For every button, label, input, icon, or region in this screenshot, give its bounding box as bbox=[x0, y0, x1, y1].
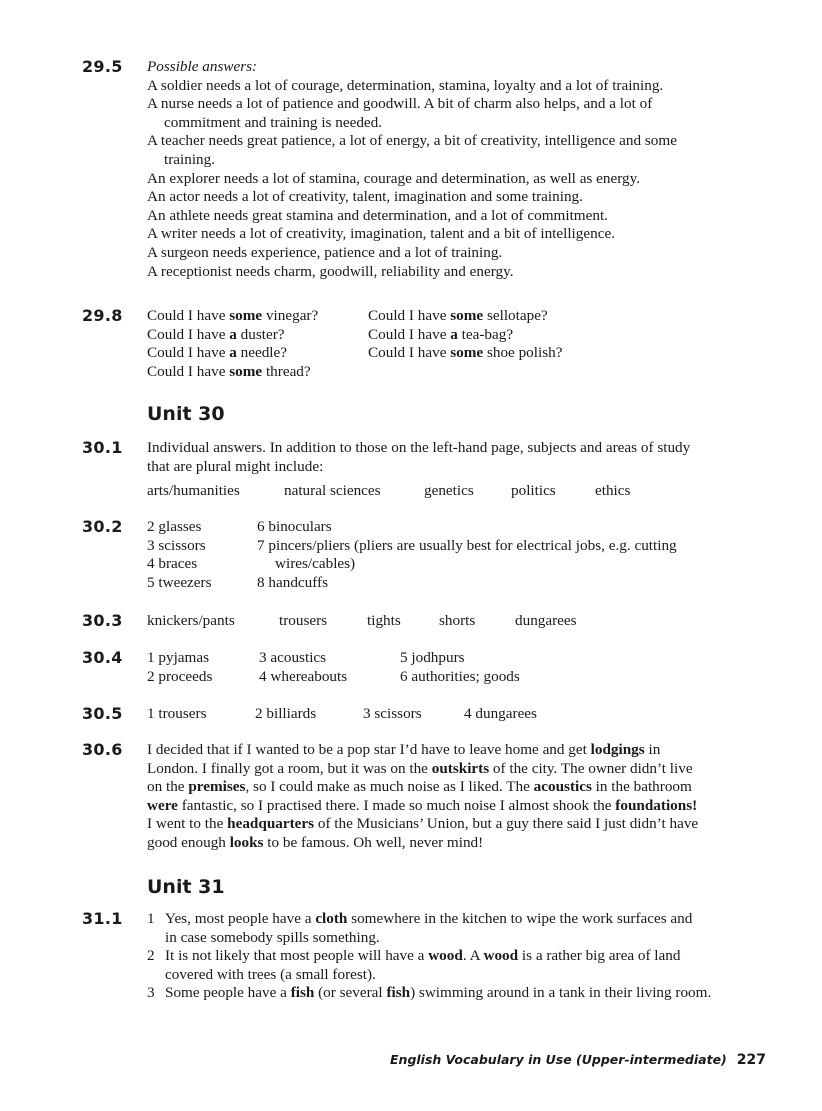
bold-word: fish bbox=[290, 984, 315, 1002]
answer-line: An athlete needs great stamina and determination, and a lot of commitment. bbox=[147, 206, 608, 224]
bold-word: headquarters bbox=[227, 815, 315, 833]
answer-item bbox=[147, 326, 318, 345]
answer-line: A surgeon needs experience, patience and a lot of training. bbox=[147, 243, 503, 261]
text-run: tea-bag? bbox=[457, 325, 514, 343]
text-run: Could I have bbox=[147, 362, 230, 380]
answer-line: A receptionist needs charm, goodwill, reliability and energy. bbox=[147, 262, 514, 280]
text-run: of the Musicians’ Union, but a guy there said I just didn’t have bbox=[314, 815, 699, 833]
bold-word: some bbox=[229, 362, 263, 380]
answer-line: A soldier needs a lot of courage, determination, stamina, loyalty and a lot of training. bbox=[147, 76, 664, 94]
answer-line bbox=[165, 966, 764, 985]
answer-line: An actor needs a lot of creativity, talent, imagination and some training. bbox=[147, 188, 583, 206]
exercise-number: 30.1 bbox=[82, 438, 123, 457]
exercise-number: 30.2 bbox=[82, 517, 123, 536]
word-item: arts/humanities bbox=[147, 482, 240, 499]
text-run: sellotape? bbox=[483, 307, 548, 324]
text-run: shoe polish? bbox=[483, 344, 563, 362]
answer-item: 4 whereabouts bbox=[259, 667, 348, 685]
answer-item: 3 scissors bbox=[363, 705, 422, 722]
word-item: knickers/pants bbox=[147, 612, 235, 629]
answer-line: training. bbox=[164, 150, 216, 168]
answer-line: that are plural might include: bbox=[147, 457, 324, 475]
text-run: (or several bbox=[314, 984, 387, 1002]
bold-word: a bbox=[450, 325, 458, 343]
answer-item: 6 authorities; goods bbox=[400, 667, 520, 685]
unit-heading: Unit 30 bbox=[147, 403, 225, 425]
paragraph-line bbox=[147, 760, 764, 779]
answer-item bbox=[368, 307, 562, 326]
answer-line: Individual answers. In addition to those on the left-hand page, subjects and areas of study bbox=[147, 439, 691, 456]
text-run: on the bbox=[147, 778, 189, 796]
paragraph-line bbox=[147, 797, 764, 816]
text-run: in case somebody spills something. bbox=[165, 928, 380, 946]
bold-word: some bbox=[450, 307, 484, 324]
word-item: politics bbox=[511, 482, 556, 499]
answer-item bbox=[368, 344, 562, 363]
paragraph-line bbox=[147, 834, 764, 853]
answer-item: 1 pyjamas bbox=[147, 649, 210, 666]
answer-item: 3 scissors bbox=[147, 536, 206, 554]
bold-word: lodgings bbox=[590, 741, 645, 758]
text-run: It is not likely that most people will have a bbox=[165, 947, 429, 965]
answer-item bbox=[147, 910, 764, 947]
answer-item: wires/cables) bbox=[275, 555, 356, 573]
item-number: 1 bbox=[147, 910, 155, 927]
answer-item bbox=[147, 984, 764, 1003]
answer-item: 1 trousers bbox=[147, 705, 207, 722]
text-run: needle? bbox=[236, 344, 288, 362]
answer-item: 5 jodhpurs bbox=[400, 649, 465, 666]
bold-word: were bbox=[147, 796, 178, 814]
answer-line bbox=[165, 984, 764, 1003]
bold-word: wood bbox=[428, 947, 463, 965]
text-run: Could I have bbox=[368, 344, 451, 362]
exercise-number: 30.4 bbox=[82, 648, 123, 667]
word-item: ethics bbox=[595, 482, 631, 499]
answer-line bbox=[165, 910, 764, 929]
answer-column-right bbox=[368, 307, 562, 363]
answer-list bbox=[147, 910, 764, 1003]
bold-word: foundations! bbox=[615, 796, 698, 814]
item-number: 3 bbox=[147, 984, 155, 1002]
exercise-number: 31.1 bbox=[82, 909, 123, 928]
paragraph bbox=[147, 741, 764, 853]
answer-column-left bbox=[147, 307, 318, 381]
bold-word: a bbox=[229, 344, 237, 362]
exercise-number: 30.5 bbox=[82, 704, 123, 723]
answer-line: A writer needs a lot of creativity, imagination, talent and a bit of intelligence. bbox=[147, 225, 615, 243]
exercise-number: 30.6 bbox=[82, 740, 123, 759]
word-item: shorts bbox=[439, 612, 476, 629]
answer-item: 5 tweezers bbox=[147, 573, 212, 591]
text-run: vinegar? bbox=[262, 307, 319, 324]
text-run: Could I have bbox=[147, 307, 230, 324]
answer-line: A teacher needs great patience, a lot of energy, a bit of creativity, intelligence and some bbox=[147, 132, 677, 150]
bold-word: acoustics bbox=[533, 778, 592, 796]
answer-item: 6 binoculars bbox=[257, 518, 332, 535]
exercise-label: Possible answers: bbox=[147, 58, 258, 75]
text-run: somewhere in the kitchen to wipe the work surfaces and bbox=[347, 910, 693, 927]
answer-item bbox=[147, 344, 318, 363]
word-item: trousers bbox=[279, 612, 328, 629]
text-run: London. I finally got a room, but it was on the bbox=[147, 759, 432, 777]
text-run: to be famous. Oh well, never mind! bbox=[263, 833, 484, 851]
answer-line bbox=[165, 947, 764, 966]
word-item: tights bbox=[367, 612, 401, 629]
paragraph-line bbox=[147, 741, 764, 760]
answer-item: 7 pincers/pliers (pliers are usually best for electrical jobs, e.g. cutting bbox=[257, 536, 677, 554]
exercise-number: 30.3 bbox=[82, 611, 123, 630]
answer-item: 4 braces bbox=[147, 555, 198, 573]
bold-word: looks bbox=[229, 833, 264, 851]
text-run: Could I have bbox=[147, 325, 230, 343]
answer-item bbox=[147, 947, 764, 984]
answer-line: commitment and training is needed. bbox=[164, 113, 383, 131]
text-run: Yes, most people have a bbox=[165, 910, 316, 927]
paragraph-line bbox=[147, 778, 764, 797]
text-run: I went to the bbox=[147, 815, 228, 833]
text-run: of the city. The owner didn’t live bbox=[489, 759, 693, 777]
exercise-number: 29.5 bbox=[82, 57, 123, 76]
bold-word: fish bbox=[386, 984, 411, 1002]
answer-item: 3 acoustics bbox=[259, 649, 327, 666]
page-footer bbox=[390, 1051, 766, 1070]
answer-item: 8 handcuffs bbox=[257, 573, 328, 591]
item-number: 2 bbox=[147, 947, 155, 965]
text-run: . A bbox=[462, 947, 484, 965]
text-run: duster? bbox=[236, 325, 285, 343]
text-run: Could I have bbox=[147, 344, 230, 362]
text-run: good enough bbox=[147, 833, 230, 851]
answer-line: A nurse needs a lot of patience and goodwill. A bit of charm also helps, and a lot of bbox=[147, 95, 653, 113]
word-item: dungarees bbox=[515, 612, 577, 629]
text-run: in bbox=[644, 741, 661, 758]
text-run: , so I could make as much noise as I liked. The bbox=[245, 778, 534, 796]
bold-word: premises bbox=[188, 778, 246, 796]
answer-item: 2 proceeds bbox=[147, 667, 213, 685]
answer-item: 4 dungarees bbox=[464, 705, 537, 722]
text-run: fantastic, so I practised there. I made so much noise I almost shook the bbox=[177, 796, 616, 814]
text-run: is a rather big area of land bbox=[518, 947, 681, 965]
answer-line bbox=[165, 929, 764, 948]
text-run: in the bathroom bbox=[591, 778, 692, 796]
text-run: I decided that if I wanted to be a pop star I’d have to leave home and get bbox=[147, 741, 591, 758]
text-run: Could I have bbox=[368, 325, 451, 343]
bold-word: cloth bbox=[315, 910, 348, 927]
paragraph-line bbox=[147, 815, 764, 834]
bold-word: outskirts bbox=[431, 759, 490, 777]
text-run: ) swimming around in a tank in their living room. bbox=[410, 984, 712, 1002]
exercise-number: 29.8 bbox=[82, 306, 123, 325]
text-run: Could I have bbox=[368, 307, 451, 324]
text-run: Some people have a bbox=[165, 984, 291, 1002]
text-run: covered with trees (a small forest). bbox=[165, 965, 376, 983]
word-item: natural sciences bbox=[284, 482, 381, 499]
word-item: genetics bbox=[424, 482, 474, 499]
book-title: English Vocabulary in Use (Upper-intermediate) bbox=[390, 1052, 727, 1067]
bold-word: a bbox=[229, 325, 237, 343]
answer-item bbox=[368, 326, 562, 345]
text-run: thread? bbox=[262, 362, 311, 380]
answer-item: 2 billiards bbox=[255, 705, 317, 722]
bold-word: some bbox=[450, 344, 484, 362]
bold-word: some bbox=[229, 307, 263, 324]
bold-word: wood bbox=[483, 947, 519, 965]
answer-item bbox=[147, 307, 318, 326]
page-number: 227 bbox=[736, 1052, 766, 1068]
unit-heading: Unit 31 bbox=[147, 876, 225, 898]
answer-item: 2 glasses bbox=[147, 518, 202, 535]
answer-line: An explorer needs a lot of stamina, courage and determination, as well as energy. bbox=[147, 169, 640, 187]
answer-item bbox=[147, 363, 318, 382]
